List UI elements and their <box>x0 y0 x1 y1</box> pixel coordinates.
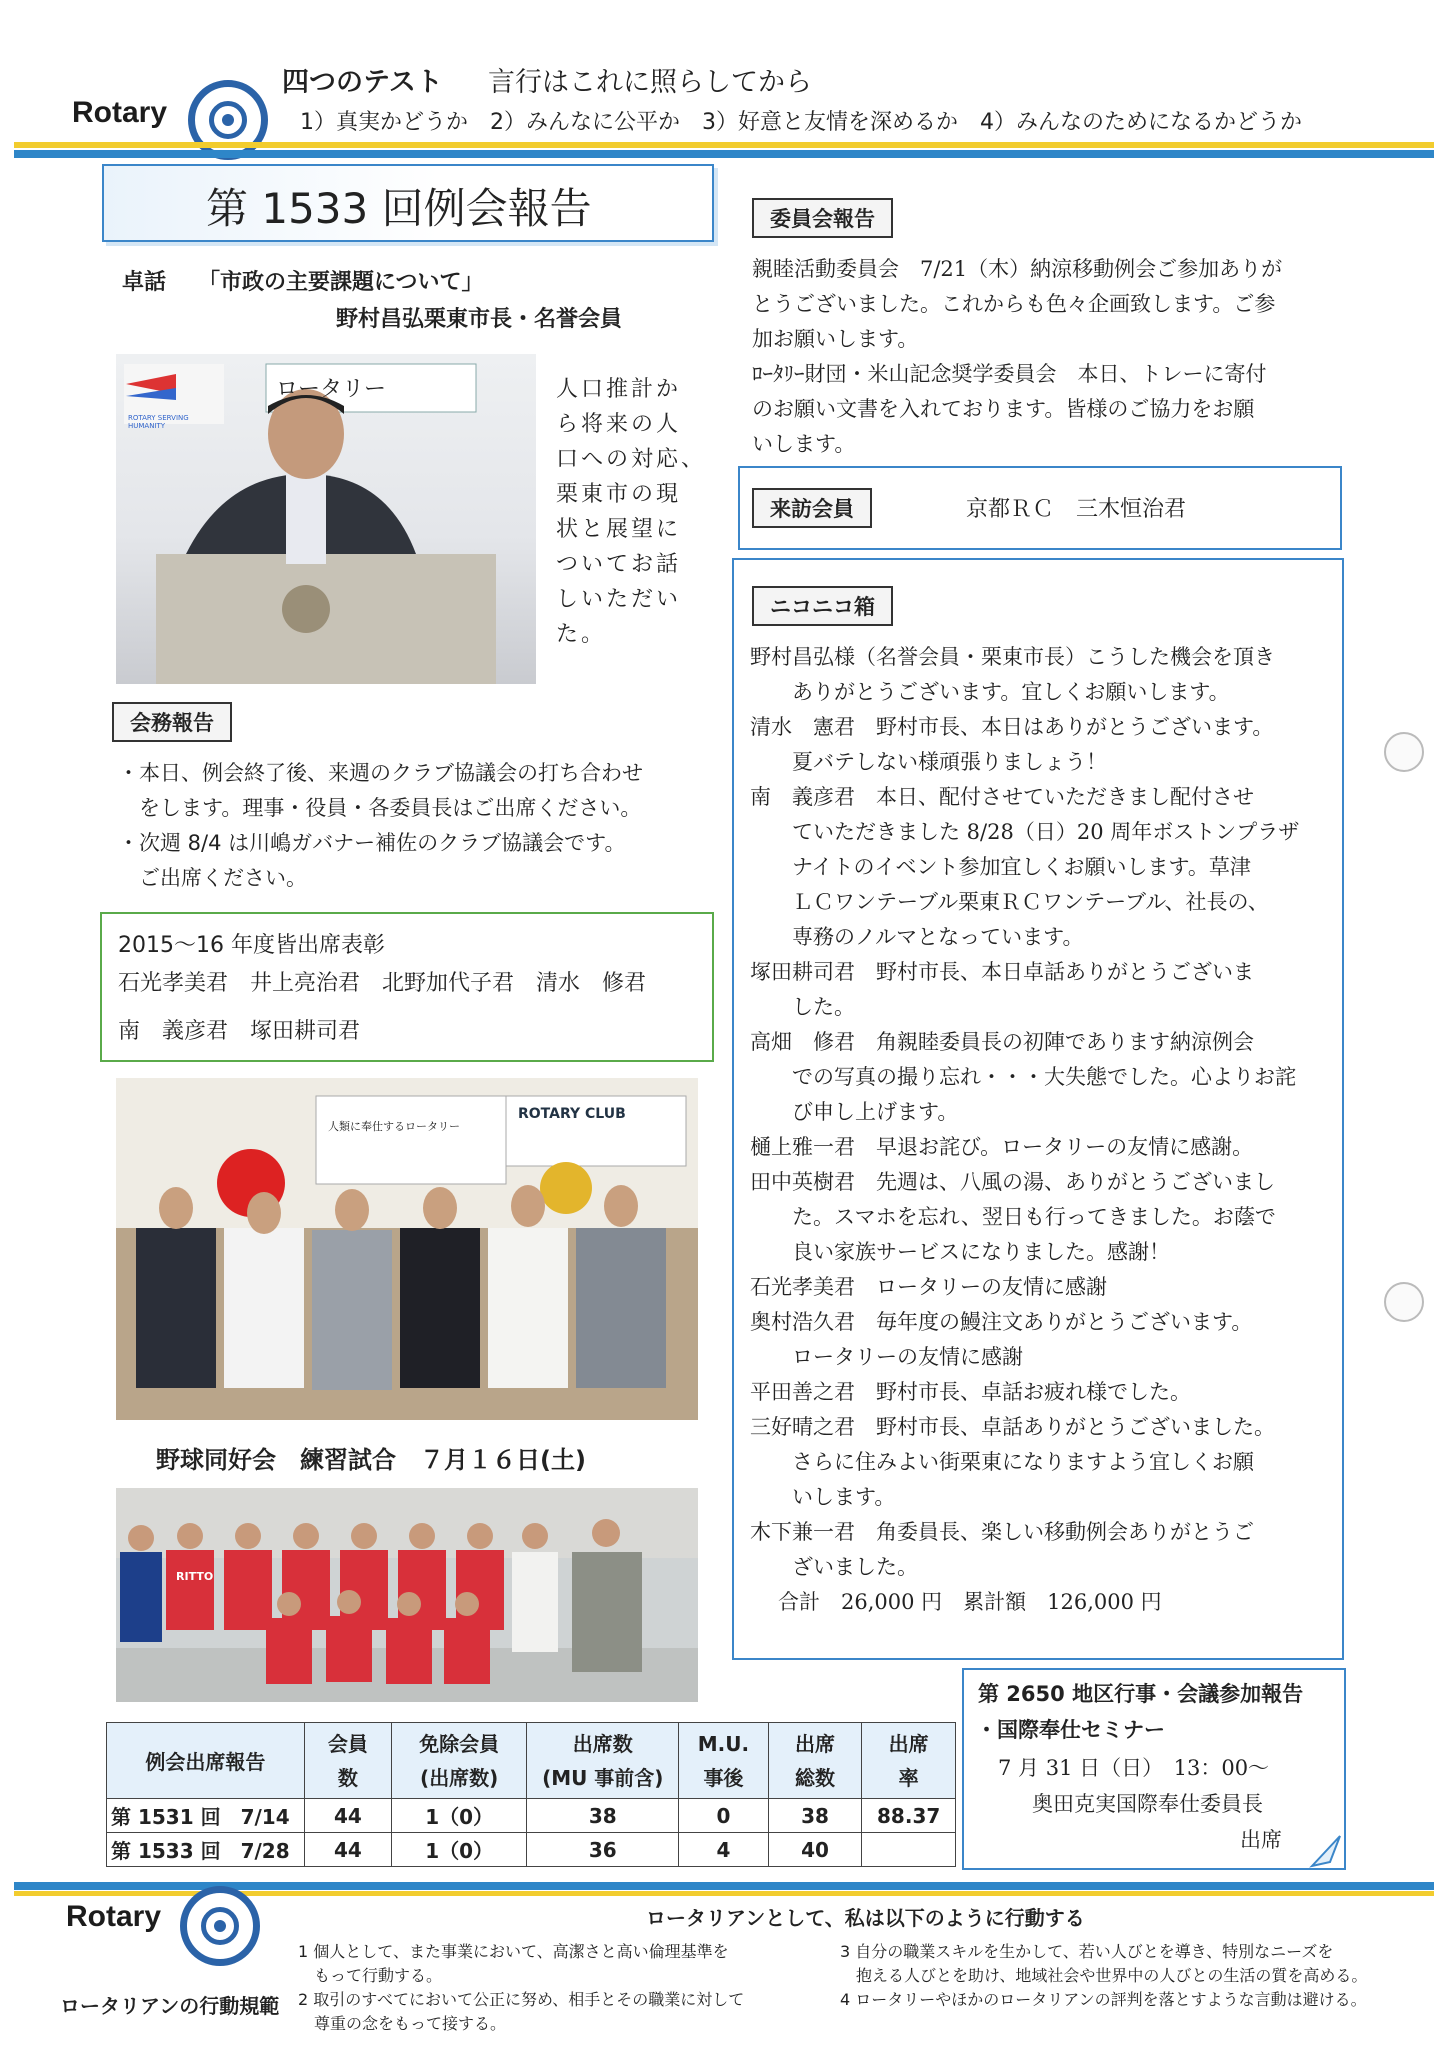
title-box <box>102 164 714 242</box>
att-header-exempt: 免除会員 (出席数) <box>392 1723 527 1799</box>
page-title: 第 1533 回例会報告 <box>206 184 592 233</box>
four-way-test-subtitle: 言行はこれに照らしてから <box>488 67 812 98</box>
district-person: 奥田克実国際奉仕委員長 <box>1032 1792 1263 1816</box>
code-of-conduct-label: ロータリアンの行動規範 <box>60 1994 280 2018</box>
talk-topic: 「市政の主要課題について」 <box>198 270 484 295</box>
att-header-members: 会員 数 <box>304 1723 391 1799</box>
award-names-2: 南 義彦君 塚田耕司君 <box>118 1019 361 1044</box>
att-header-rate: 出席 率 <box>862 1723 956 1799</box>
att-header-title: 例会出席報告 <box>107 1723 305 1799</box>
committee-report-label: 委員会報告 <box>752 198 893 238</box>
niconico-text: 野村昌弘様（名誉会員・栗東市長）こうした機会を頂き ありがとうございます。宜しくお願いします。 清水 憲君 野村市長、本日はありがとうございます。 夏バテしない様頑張りましょう！ 南 義彦君 本日、配付させていただきまし配付させ ていただきました 8/28（日）20 周年ボストンプラザ ナイトのイベント参加宜しくお願いします。草津 ＬＣワンテーブル栗東ＲＣワンテーブル、社長の、 専務のノルマとなっています。 塚田耕司君 野村市長、本日卓話ありがとうございま した。 高畑 修君 角親睦委員長の初陣であります納涼例会 での写真の撮り忘れ・・・大失態でした。心よりお詫 び申し上げます。 樋上雅一君 早退お詫び。ロータリーの友情に感謝。 田中英樹君 先週は、八風の湯、ありがとうございまし た。スマホを忘れ、翌日も行ってきました。お蔭で 良い家族サービスになりました。感謝！ 石光孝美君 ロータリーの友情に感謝 奥村浩久君 毎年度の鰻注文ありがとうございます。 ロータリーの友情に感謝 平田善之君 野村市長、卓話お疲れ様でした。 三好晴之君 野村市長、卓話ありがとうございました。 さらに住みよい街栗東になりますよう宜しくお願 いします。 木下兼一君 角委員長、楽しい移動例会ありがとうご ざいました。 合計 26,000 円 累計額 126,000 円 <box>750 640 1299 1620</box>
district-title-1: 第 2650 地区行事・会議参加報告 <box>978 1682 1304 1706</box>
business-report-label: 会務報告 <box>112 702 232 742</box>
district-status: 出席 <box>1240 1828 1282 1852</box>
award-title: 2015〜16 年度皆出席表彰 <box>118 933 385 958</box>
punch-hole-icon <box>1384 732 1424 772</box>
group-photo-banner-1: 人類に奉仕するロータリー <box>328 1120 460 1133</box>
att-header-attendance: 出席数 (MU 事前含) <box>527 1723 679 1799</box>
photo-banner-small: ROTARY SERVING HUMANITY <box>128 414 189 430</box>
niconico-label: ニコニコ箱 <box>752 586 893 626</box>
four-way-test-items: 1）真実かどうか 2）みんなに公平か 3）好意と友情を深めるか 4）みんなのためになるかどうか <box>300 110 1302 135</box>
speaker-photo <box>116 354 536 684</box>
four-way-test-title: 四つのテスト <box>282 67 443 98</box>
baseball-team-photo <box>116 1488 698 1702</box>
attendance-award-box <box>100 912 714 1062</box>
talk-label: 卓話 <box>122 270 167 295</box>
award-group-photo <box>116 1078 698 1420</box>
footer-rotary-wordmark: Rotary <box>66 1900 162 1933</box>
visitor-label: 来訪会員 <box>752 488 872 528</box>
business-report-text: ・本日、例会終了後、来週のクラブ協議会の打ち合わせ をします。理事・役員・各委員長はご出席ください。 ・次週 8/4 は川嶋ガバナー補佐のクラブ協議会です。 ご出席ください。 <box>118 761 643 890</box>
rotary-wheel-icon <box>188 80 268 160</box>
att-header-total: 出席 総数 <box>768 1723 862 1799</box>
district-report-box <box>962 1668 1346 1870</box>
header-stripe-yellow <box>14 142 1434 148</box>
committee-report-text: 親睦活動委員会 7/21（木）納涼移動例会ご参加ありが とうございました。これからも色々企画致します。ご参 加お願いします。 ﾛｰﾀﾘｰ財団・米山記念奨学委員会 本日、トレーに寄付 のお願い文書を入れております。皆様のご協力をお願 いします。 <box>752 257 1283 456</box>
code-items-left: 1 個人として、また事業において、高潔さと高い倫理基準を もって行動する。 2 取引のすべてにおいて公正に努め、相手とその職業に対して 尊重の念をもって接する。 <box>298 1942 745 2033</box>
district-title-2: ・国際奉仕セミナー <box>976 1718 1165 1742</box>
punch-hole-icon <box>1384 1282 1424 1322</box>
baseball-caption: 野球同好会 練習試合 ７月１６日(土) <box>156 1446 586 1474</box>
photo-banner-text: ロータリー <box>276 377 387 402</box>
visitor-text: 京都ＲＣ 三木恒治君 <box>966 497 1187 522</box>
table-row: 第 1531 回 7/14 44 1（0） 38 0 38 88.37 <box>107 1799 956 1833</box>
table-row: 第 1533 回 7/28 44 1（0） 36 4 40 <box>107 1833 956 1867</box>
group-photo-banner-2: ROTARY CLUB <box>518 1106 626 1122</box>
visitor-box <box>738 466 1342 550</box>
jersey-lettering: RITTO <box>176 1570 214 1583</box>
district-date: 7 月 31 日（日） 13：00〜 <box>998 1756 1270 1780</box>
niconico-total: 合計 26,000 円 累計額 126,000 円 <box>778 1590 1162 1614</box>
talk-speaker: 野村昌弘栗東市長・名誉会員 <box>336 307 623 332</box>
rotary-wordmark: Rotary <box>72 96 168 129</box>
page-curl-icon <box>1308 1830 1344 1868</box>
header-stripe-blue <box>14 150 1434 158</box>
footer-rotary-wheel-icon <box>180 1886 260 1966</box>
talk-summary: 人口推計か ら将来の人 口への対応、 栗東市の現 状と展望に ついてお話 しいただい た。 <box>556 377 707 647</box>
award-names-1: 石光孝美君 井上亮治君 北野加代子君 清水 修君 <box>118 971 647 996</box>
att-header-mu: M.U. 事後 <box>679 1723 768 1799</box>
code-items-right: 3 自分の職業スキルを生かして、若い人びとを導き、特別なニーズを 抱える人びとを助け、地域社会や世界中の人びとの生活の質を高める。 4 ロータリーやほかのロータリアンの評判を落とすような言動は避ける。 <box>840 1942 1368 2009</box>
niconico-box <box>732 558 1344 1660</box>
attendance-table <box>106 1722 956 1867</box>
code-of-conduct-heading: ロータリアンとして、私は以下のように行動する <box>646 1906 1085 1930</box>
